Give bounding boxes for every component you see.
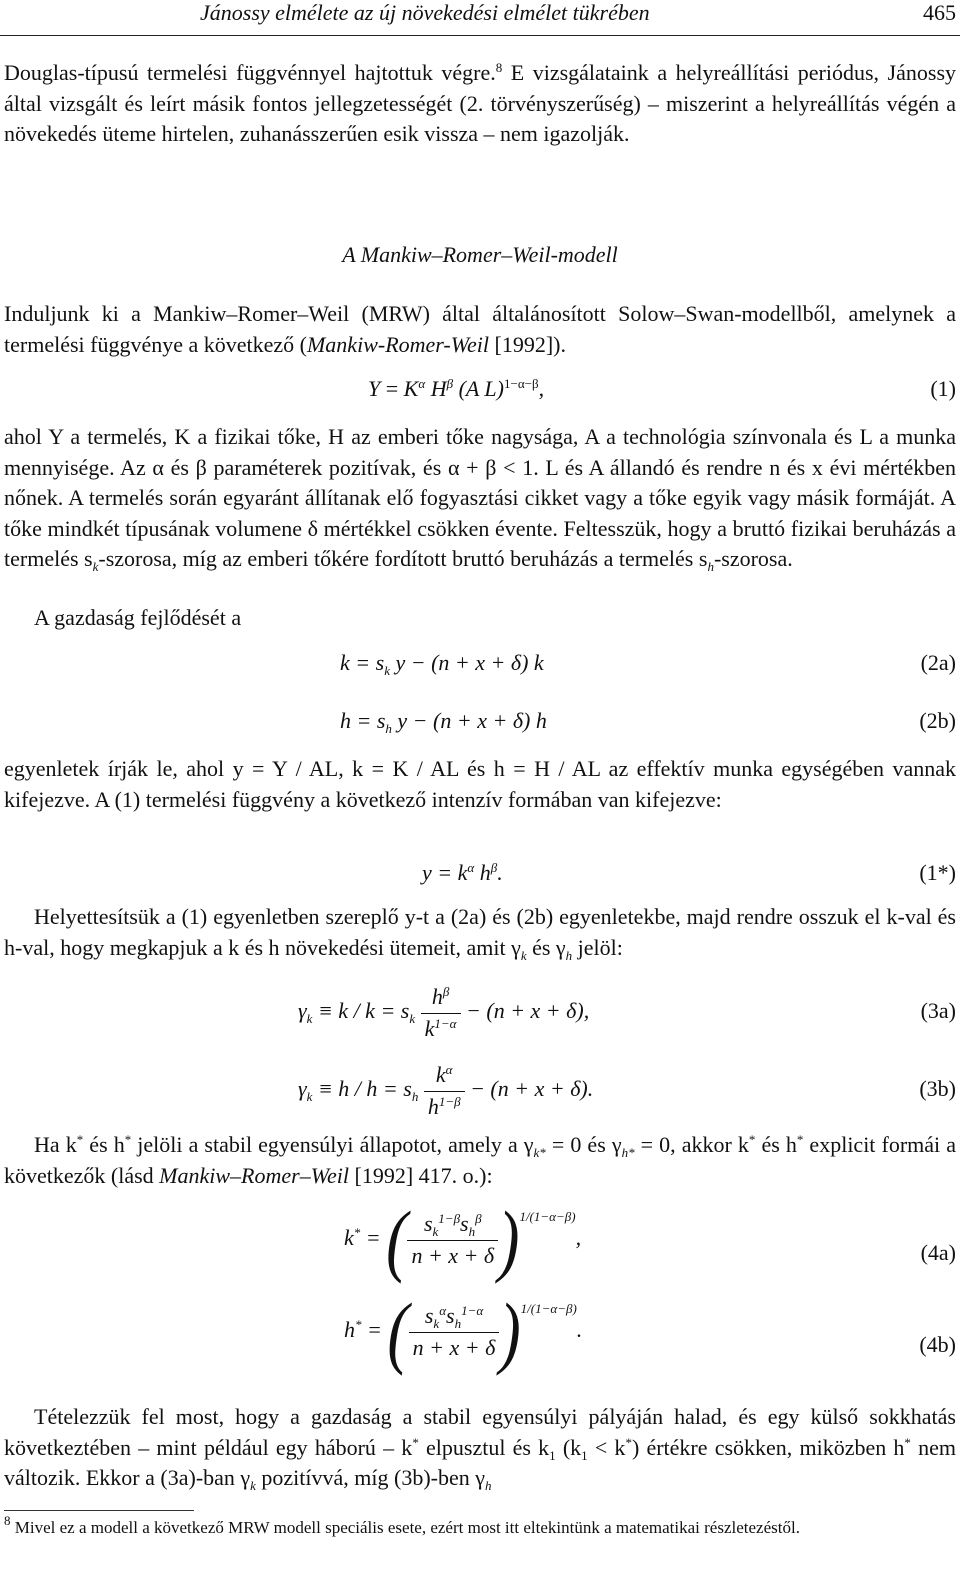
eq-symbol: k <box>306 1089 313 1105</box>
eq-symbol: k <box>424 1015 435 1041</box>
eq-symbol: ≡ k / k = s <box>312 998 410 1024</box>
text: k <box>520 947 527 963</box>
eq-symbol: 1−β <box>438 1211 461 1226</box>
eq-symbol: 1/(1−α−β) <box>519 1209 576 1224</box>
text: Ha k <box>34 1132 77 1157</box>
footnote-marker: 8 <box>4 1513 11 1528</box>
equation-3a: $\gamma_k \equiv k / k = s_k$ $\frac{h^\beta}{k^{1-\alpha}}$ − (n + x + δ), (3a) <box>0 978 960 1048</box>
footnote-rule <box>4 1510 194 1511</box>
eq-symbol: β <box>446 376 454 391</box>
equation-number: (1) <box>930 376 956 401</box>
equation-number: (1*) <box>919 860 956 885</box>
eq-symbol: k <box>306 1011 313 1027</box>
footnote-text: Mivel ez a modell a következő MRW modell speciális esete, ezért most itt eltekintünk a matematikai részletezéstől. <box>10 1518 800 1537</box>
eq-symbol: α <box>418 376 426 391</box>
eq-symbol: − (n + x + δ), <box>460 998 590 1024</box>
equation-4b: h* = ( $\frac{s_k^\alpha s_h^{1-\alpha}}{n + x + \delta}$ )1/(1−α−β). (4b) <box>344 1287 956 1376</box>
fraction <box>409 1301 500 1363</box>
fraction <box>424 1060 465 1122</box>
citation: Mankiw–Romer–Weil <box>159 1162 349 1188</box>
fraction <box>407 1209 498 1271</box>
text: ahol Y a termelés, K a fizikai tőke, H az emberi tőke nagysága, A a technológia színvonala és L a munka mennyisége. Az α és β paraméterek pozitívak, és α + β < 1. L és A állandó és rendre n és x évi mértékben nőnek. A termelés során egyaránt állítanak elő fogyasztási cikket vagy a tőke egyik vagy másik formáját. A tőke mindkét típusának volumene δ mértékkel csökken évente. Feltesszük, hogy a bruttó fizikai beruházás a termelés s <box>4 424 956 571</box>
eq-symbol: k <box>435 1062 446 1087</box>
eq-symbol: γ <box>298 998 307 1024</box>
text: jelöli a stabil egyensúlyi állapotot, amely a γ <box>131 1132 534 1157</box>
paragraph-model-intro <box>4 299 956 360</box>
text: és γ <box>526 934 566 960</box>
eq-symbol: 1/(1−α−β) <box>520 1301 577 1316</box>
eq-symbol: K <box>403 376 419 401</box>
eq-symbol: h <box>454 1316 462 1331</box>
eq-symbol: s <box>446 1303 455 1328</box>
eq-symbol: h <box>427 1093 439 1119</box>
paragraph-shock: Tételezzük fel most, hogy a gazdaság a stabil egyensúlyi pályáján halad, és egy külső sokkhatás következtében – mint például egy háború – k* elpusztul és $k_1$ $(k_1 < k^*)$ értékre csökken, miközben h* nem változik. Ekkor a (3a)-ban $\gamma_k$ pozitívvá, míg (3b)-ben $\gamma_h$ <box>4 1404 956 1493</box>
text: < k <box>587 1434 626 1460</box>
text: * <box>625 1434 632 1450</box>
equation-number: (4a) <box>920 1240 956 1265</box>
eq-symbol: k <box>384 663 390 678</box>
eq-symbol: h <box>431 984 443 1009</box>
text: explicit formái a következők (lásd <box>4 1132 956 1188</box>
text: * <box>76 1132 84 1147</box>
eq-symbol: Y <box>368 376 381 401</box>
equation-number: (2a) <box>920 650 956 675</box>
text: és h <box>755 1132 797 1157</box>
text: Tételezzük fel most, hogy a gazdaság a stabil egyensúlyi pályáján halad, és egy külső sokkhatás következtében – mint például egy háború – k <box>4 1404 956 1460</box>
text: -szorosa, míg az emberi tőkére fordított bruttó beruházás a termelés s <box>98 546 708 571</box>
eq-symbol: β <box>490 860 498 875</box>
eq-symbol: γ <box>298 1076 307 1102</box>
eq-symbol: h <box>468 1224 476 1239</box>
text: Induljunk ki a Mankiw–Romer–Weil (MRW) által általánosított Solow–Swan-modellből, amelynek a termelési függvénye a következő ( <box>4 301 956 357</box>
paragraph-substitution <box>4 902 956 963</box>
eq-symbol: = s <box>351 708 386 733</box>
paren-right: ) <box>498 1195 520 1284</box>
equation-1 <box>0 374 960 414</box>
eq-symbol: y = k <box>422 860 468 885</box>
running-title: Jánossy elmélete az új növekedési elmélet tükrében <box>200 0 650 25</box>
eq-symbol: . <box>497 860 503 885</box>
equation-number: (4b) <box>919 1332 956 1357</box>
text: = 0 és γ <box>545 1132 622 1157</box>
eq-symbol: = s <box>349 650 385 675</box>
eq-symbol: α <box>445 1062 453 1077</box>
eq-symbol: 1−β <box>438 1093 461 1109</box>
text: Helyettesítsük a (1) egyenletben szereplő y-t a (2a) és (2b) egyenletekbe, majd rendre osszuk el k-val és h-val, hogy megkapjuk a k és h növekedési ütemeit, amit γ <box>4 904 956 960</box>
text: elpusztul és k <box>418 1434 550 1460</box>
equation-number: (2b) <box>919 708 956 733</box>
running-header <box>0 0 960 28</box>
text: k <box>92 559 99 574</box>
equation-1-star <box>0 858 960 898</box>
eq-symbol: , <box>538 376 545 401</box>
paragraph-intro <box>4 58 956 150</box>
eq-symbol: − (n + x + δ). <box>464 1076 594 1102</box>
text: ) értékre csökken, miközben h <box>631 1434 905 1460</box>
text: * <box>796 1132 804 1147</box>
eq-symbol: h <box>474 860 491 885</box>
text: pozitívvá, míg (3b)-ben γ <box>255 1465 485 1490</box>
eq-symbol: k <box>340 650 350 675</box>
eq-symbol: s <box>460 1211 469 1236</box>
header-rule <box>0 35 960 36</box>
text: h <box>707 559 714 574</box>
eq-symbol: k <box>433 1316 440 1331</box>
text: és h <box>83 1132 125 1157</box>
paragraph-dynamics-lead: A gazdaság fejlődését a <box>34 605 242 630</box>
equation-2a <box>0 648 960 688</box>
eq-symbol: 1−α <box>434 1015 457 1031</box>
eq-symbol: h <box>385 721 392 736</box>
equation-3b <box>0 1056 960 1126</box>
text: 1 <box>549 1447 556 1463</box>
text: * <box>412 1434 419 1450</box>
eq-symbol: y − (n + x + δ) h <box>391 708 547 733</box>
text: * <box>124 1132 132 1147</box>
text: h <box>565 947 573 963</box>
eq-symbol: s <box>424 1303 434 1328</box>
fraction <box>421 982 461 1044</box>
eq-symbol: n + x + δ <box>407 1240 498 1272</box>
equation-4a: k* = ( $\frac{s_k^{1-\beta}s_h^\beta}{n + x + \delta}$ )1/(1−α−β), (4a) <box>344 1195 956 1284</box>
eq-symbol: α <box>467 860 475 875</box>
eq-symbol: h <box>411 1089 419 1105</box>
footnote <box>4 1513 956 1540</box>
section-heading: A Mankiw–Romer–Weil-modell <box>342 242 618 267</box>
eq-symbol: ≡ h / h = s <box>312 1076 412 1102</box>
citation: Mankiw-Romer-Weil <box>306 331 490 357</box>
eq-symbol: y − (n + x + δ) k <box>389 650 544 675</box>
eq-symbol: = <box>380 376 404 401</box>
paren-left: ( <box>386 1195 408 1284</box>
text: -szorosa. <box>713 546 793 571</box>
text: * <box>904 1434 911 1450</box>
eq-symbol: 1−α <box>461 1303 484 1318</box>
equation-number: (3a) <box>920 998 956 1023</box>
paragraph-intensive-form: egyenletek írják le, ahol y = Y / AL, k = K / AL és h = H / AL az effektív munka egységében vannak kifejezve. A (1) termelési függvény a következő intenzív formában van kifejezve: <box>4 756 956 812</box>
eq-symbol: k <box>344 1225 354 1251</box>
eq-symbol: h <box>340 708 351 733</box>
paren-right: ) <box>499 1287 521 1376</box>
eq-symbol: = <box>360 1225 387 1251</box>
eq-symbol: h <box>344 1317 355 1343</box>
eq-symbol: = <box>361 1317 388 1343</box>
page-number: 465 <box>923 0 956 25</box>
equation-2b <box>0 706 960 746</box>
text: Douglas-típusú termelési függvénnyel hajtottuk végre. <box>4 60 496 85</box>
eq-symbol: (A L) <box>453 376 504 401</box>
eq-symbol: , <box>575 1225 582 1251</box>
eq-symbol: . <box>576 1317 583 1343</box>
text: E vizsgálataink a helyreállítási periódus, Jánossy által vizsgált és leírt másik fontos jellegzetességét (2. törvényszerűség) – miszerint a helyreállítás végén a növekedés üteme hirtelen, zuhanásszerűen esik vissza – nem igazolják. <box>4 60 957 146</box>
paragraph-steady-state: Ha k* és h* jelöli a stabil egyensúlyi állapotot, amely a $\gamma_{k*} = 0$ és $\gamma_{h*} = 0$, akkor k* és h* explicit formái a következők (lásd Mankiw–Romer–Weil [1992] 417. o.): <box>4 1132 956 1188</box>
eq-symbol: β <box>475 1211 482 1226</box>
eq-symbol: k <box>432 1224 439 1239</box>
text: nem változik. Ekkor a (3a)-ban γ <box>4 1434 956 1490</box>
text: (k <box>555 1434 582 1460</box>
footnote-ref[interactable]: 8 <box>495 60 503 75</box>
eq-symbol: α <box>439 1303 447 1318</box>
eq-symbol: s <box>423 1211 433 1236</box>
text: [1992] 417. o.): <box>349 1162 493 1188</box>
paren-left: ( <box>387 1287 409 1376</box>
text: * <box>748 1132 756 1147</box>
text: jelöl: <box>572 934 623 960</box>
eq-symbol: n + x + δ <box>409 1332 500 1364</box>
eq-symbol: 1−α−β <box>504 376 539 391</box>
equation-number: (3b) <box>919 1076 956 1101</box>
eq-symbol: β <box>442 984 450 999</box>
paragraph-definitions <box>4 422 956 575</box>
text: = 0, akkor k <box>634 1132 749 1157</box>
text: [1992]). <box>489 331 567 357</box>
eq-symbol: H <box>430 376 447 401</box>
